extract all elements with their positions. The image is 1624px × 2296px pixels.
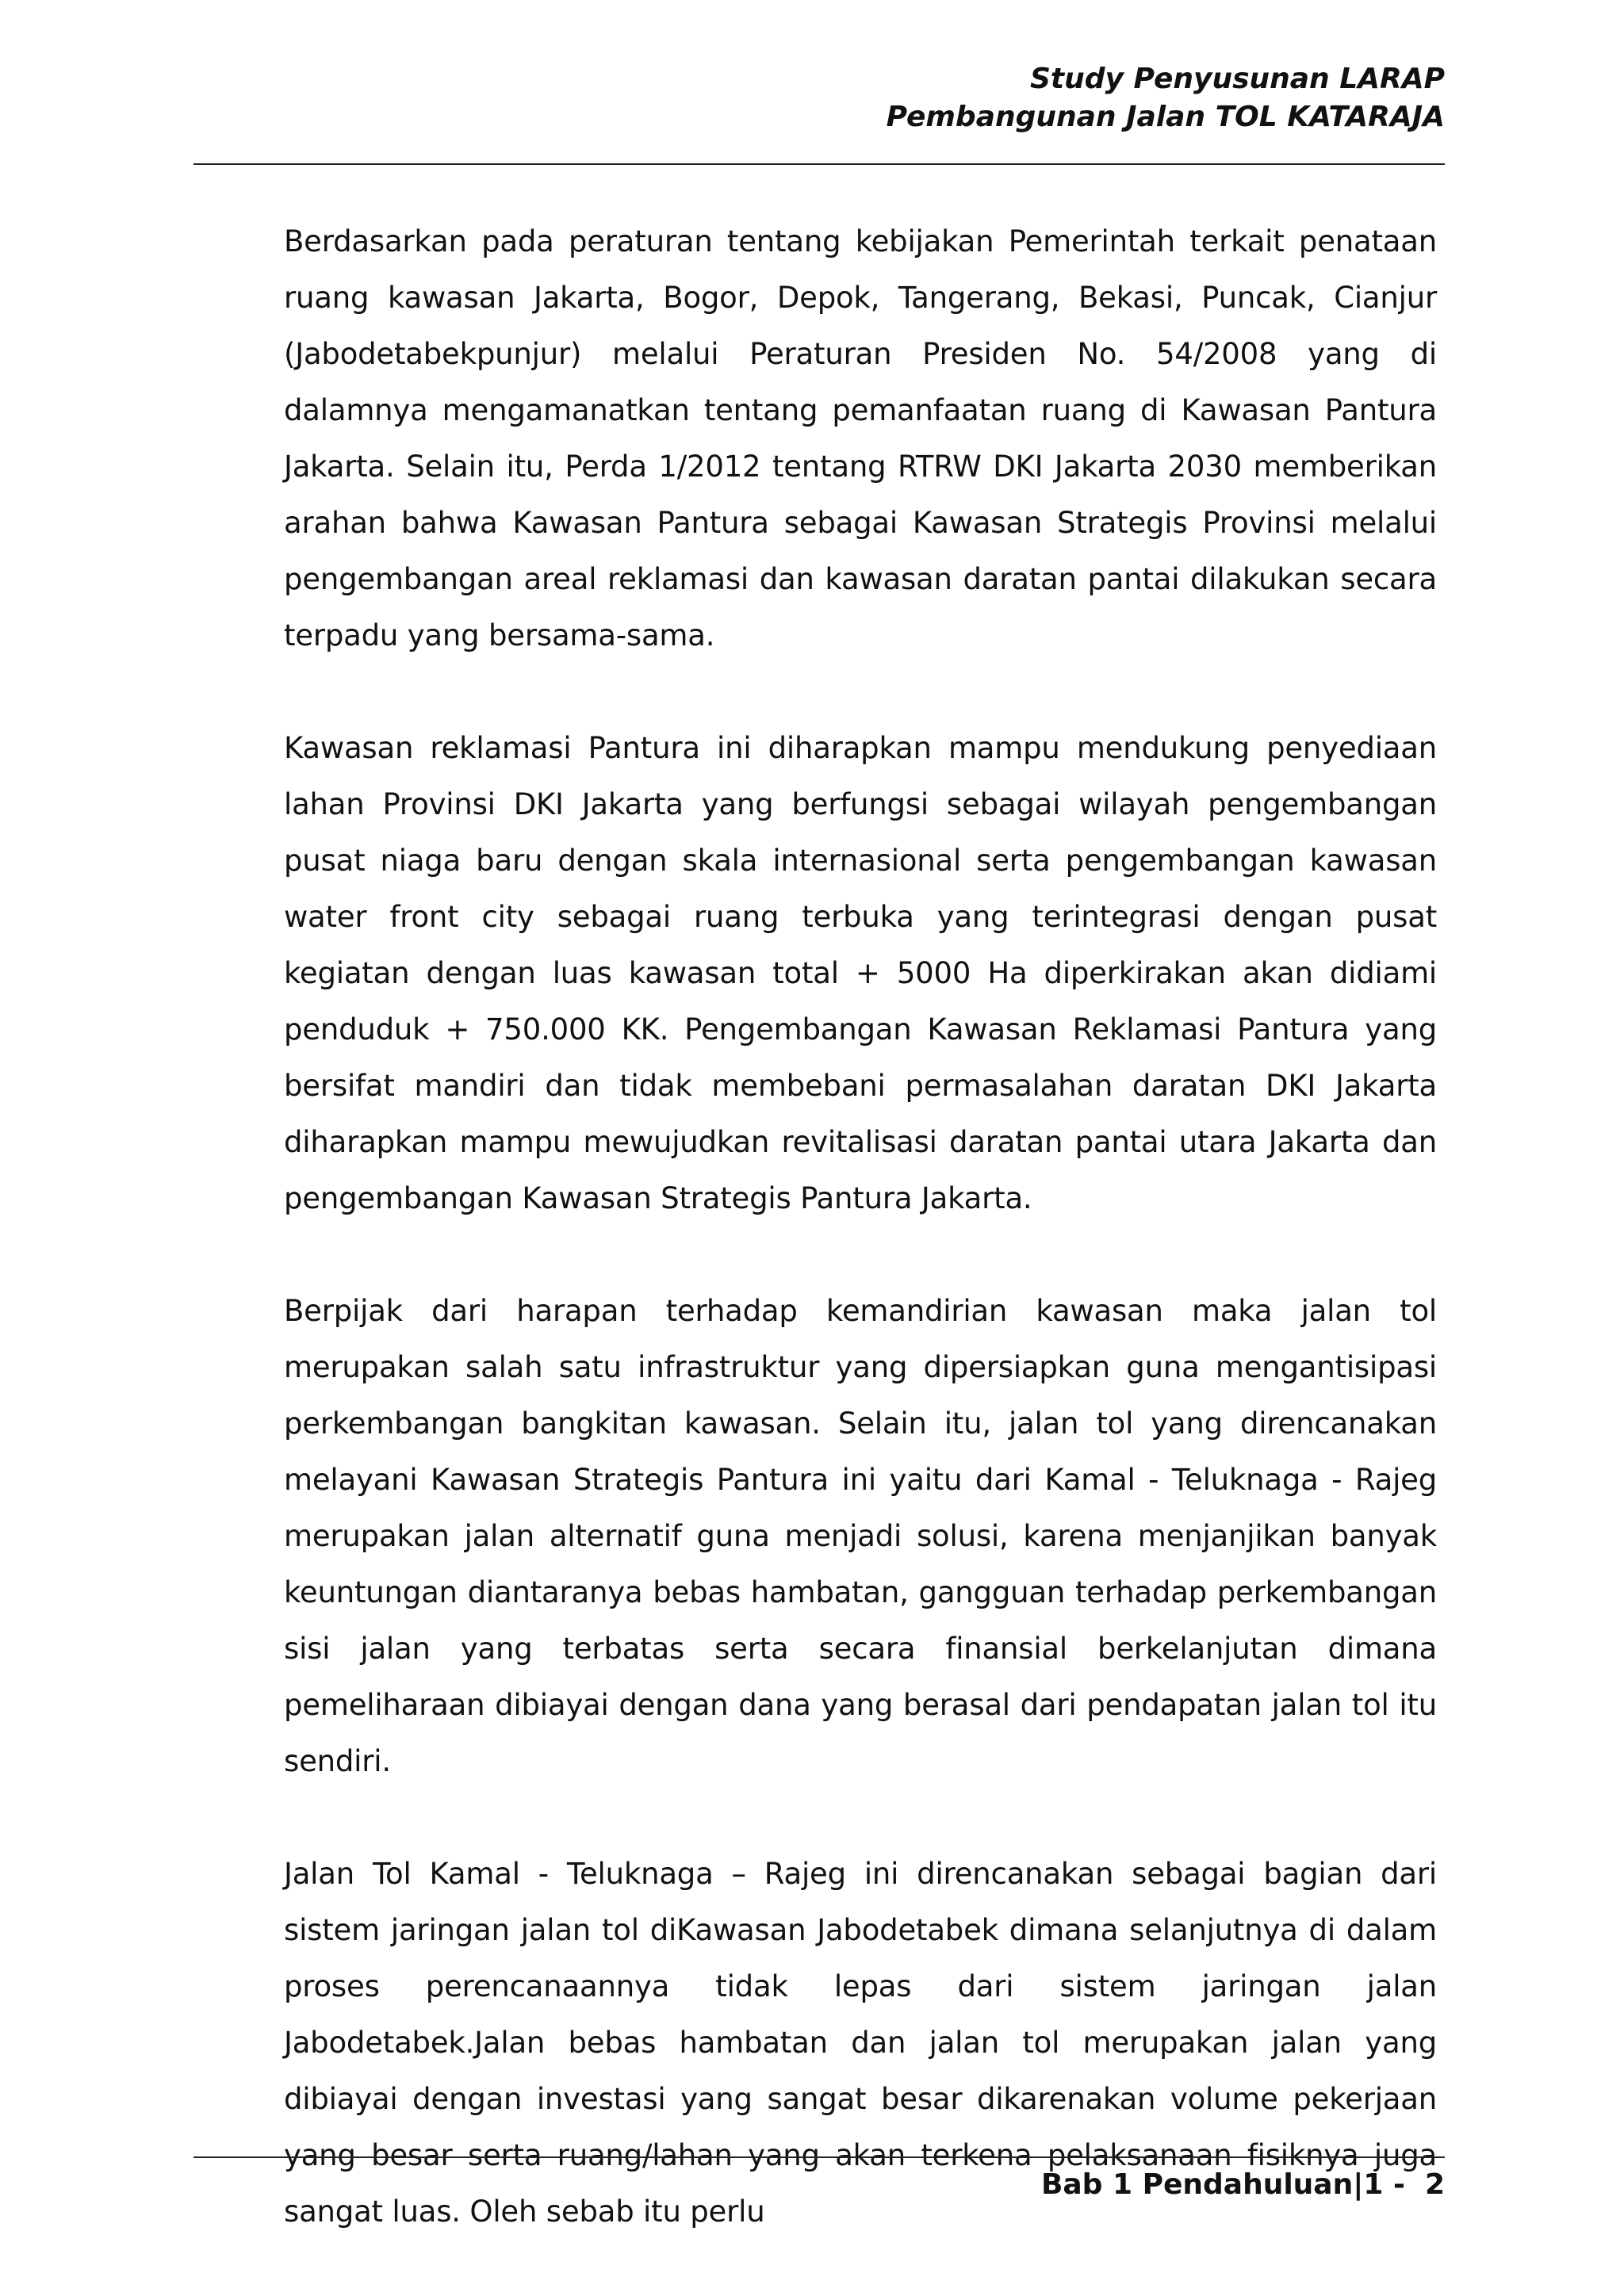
header-divider <box>193 163 1445 165</box>
header-project-title: Pembangunan Jalan TOL KATARAJA <box>886 101 1445 133</box>
document-header <box>887 60 1445 136</box>
paragraph-1: Berdasarkan pada peraturan tentang kebijakan Pemerintah terkait penataan ruang kawasan Jakarta, Bogor, Depok, Tangerang, Bekasi, Puncak, Cianjur (Jabodetabekpunjur) melalui Peraturan Presiden No. 54/2008 yang di dalamnya mengamanatkan tentang pemanfaatan ruang di Kawasan Pantura Jakarta. Selain itu, Perda 1/2012 tentang RTRW DKI Jakarta 2030 memberikan arahan bahwa Kawasan Pantura sebagai Kawasan Strategis Provinsi melalui pengembangan areal reklamasi dan kawasan daratan pantai dilakukan secara terpadu yang bersama-sama. <box>284 224 1437 652</box>
paragraph-3: Berpijak dari harapan terhadap kemandirian kawasan maka jalan tol merupakan salah satu infrastruktur yang dipersiapkan guna mengantisipasi perkembangan bangkitan kawasan. Selain itu, jalan tol yang direncanakan melayani Kawasan Strategis Pantura ini yaitu dari Kamal - Teluknaga - Rajeg merupakan jalan alternatif guna menjadi solusi, karena menjanjikan banyak keuntungan diantaranya bebas hambatan, gangguan terhadap perkembangan sisi jalan yang terbatas serta secara finansial berkelanjutan dimana pemeliharaan dibiayai dengan dana yang berasal dari pendapatan jalan tol itu sendiri. <box>284 1294 1437 1778</box>
paragraph-2: Kawasan reklamasi Pantura ini diharapkan mampu mendukung penyediaan lahan Provinsi DKI Jakarta yang berfungsi sebagai wilayah pengembangan pusat niaga baru dengan skala internasional serta pengembangan kawasan water front city sebagai ruang terbuka yang terintegrasi dengan pusat kegiatan dengan luas kawasan total + 5000 Ha diperkirakan akan didiami penduduk + 750.000 KK. Pengembangan Kawasan Reklamasi Pantura yang bersifat mandiri dan tidak membebani permasalahan daratan DKI Jakarta diharapkan mampu mewujudkan revitalisasi daratan pantai utara Jakarta dan pengembangan Kawasan Strategis Pantura Jakarta. <box>284 731 1437 1215</box>
document-body <box>284 213 1437 2296</box>
footer-divider <box>193 2156 1445 2158</box>
page-footer: Bab 1 Pendahuluan|1 - 2 <box>1040 2168 1445 2201</box>
header-study-title: Study Penyusunan LARAP <box>1029 63 1445 95</box>
paragraph-4: Jalan Tol Kamal - Teluknaga – Rajeg ini direncanakan sebagai bagian dari sistem jaringan jalan tol diKawasan Jabodetabek dimana selanjutnya di dalam proses perencanaannya tidak lepas dari sistem jaringan jalan Jabodetabek.Jalan bebas hambatan dan jalan tol merupakan jalan yang dibiayai dengan investasi yang sangat besar dikarenakan volume pekerjaan yang besar serta ruang/lahan yang akan terkena pelaksanaan fisiknya juga sangat luas. Oleh sebab itu perlu <box>284 1857 1437 2229</box>
